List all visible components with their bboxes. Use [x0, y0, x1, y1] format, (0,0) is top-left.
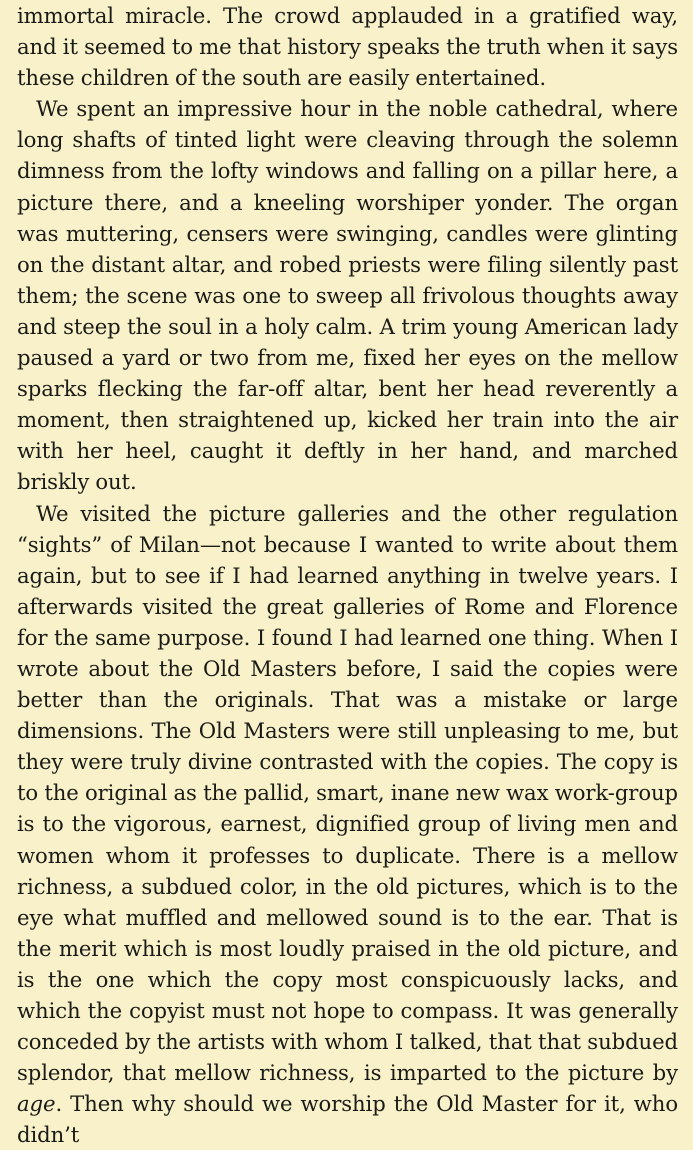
paragraph-text: We visited the picture galleries and the other regulation “sights” of Milan—not because I wanted to write about them again, but to see if I had learned anything in twelve years. I afterwards visited the great galleries of Rome and Florence for the same purpose. I found I had learned one thing. When I wrote about the Old Masters before, I said the copies were better than the originals. That was a mistake or large dimensions. The Old Masters were still unpleasing to me, but they were truly divine contrasted with the copies. The copy is to the original as the pallid, smart, inane new wax work-group is to the vigorous, earnest, dignified group of living men and women whom it professes to duplicate. There is a mellow richness, a subdued color, in the old pictures, which is to the eye what muffled and mellowed sound is to the ear. That is the merit which is most loudly praised in the old picture, and is the one which the copy most conspicuously lacks, and which the copyist must not hope to compass. It was generally conceded by the artists with whom I talked, that that subdued splendor, that mellow richness, is imparted to the picture by	[17, 501, 678, 1086]
emphasized-word: age	[17, 1091, 55, 1116]
paragraph-text: immortal miracle. The crowd applauded in a gratified way, and it seemed to me that history speaks the truth when it says these children of the south are easily entertained.	[17, 3, 678, 90]
paragraph-continued	[17, 0, 678, 93]
paragraph-text-end: . Then why should we worship the Old Master for it, who didn’t	[17, 1091, 678, 1147]
paragraph-galleries	[17, 498, 678, 1150]
paragraph-text: We spent an impressive hour in the noble cathedral, where long shafts of tinted light were cleaving through the solemn dimness from the lofty windows and falling on a pillar here, a picture there, and a kneeling worshiper yonder. The organ was muttering, censers were swinging, candles were glinting on the distant altar, and robed priests were filing silently past them; the scene was one to sweep all frivolous thoughts away and steep the soul in a holy calm. A trim young American lady paused a yard or two from me, fixed her eyes on the mellow sparks flecking the far-off altar, bent her head reverently a moment, then straightened up, kicked her train into the air with her heel, caught it deftly in her hand, and marched briskly out.	[17, 96, 678, 494]
paragraph-cathedral	[17, 93, 678, 497]
